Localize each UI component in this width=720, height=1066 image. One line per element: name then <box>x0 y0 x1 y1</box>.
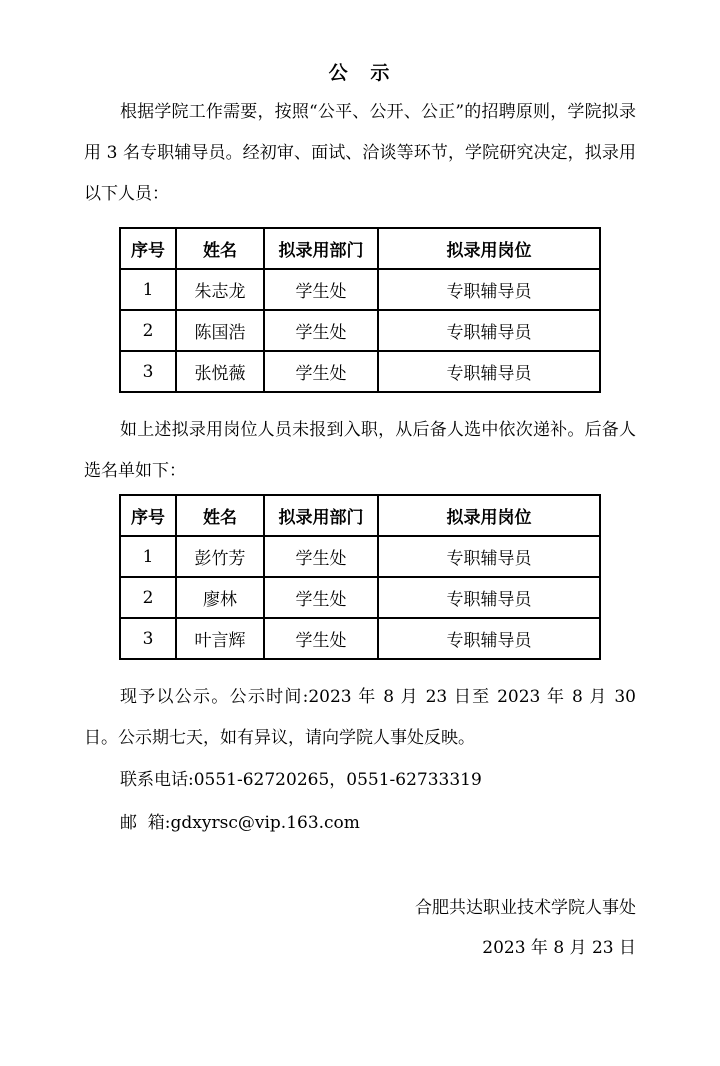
cell-post: 专职辅导员 <box>378 618 600 659</box>
table-row <box>120 269 600 310</box>
contact-phone: 联系电话:0551-62720265，0551-62733319 <box>120 770 482 790</box>
cell-dept: 学生处 <box>264 618 378 659</box>
notice-period-paragraph: 现予以公示。公示时间:2023 年 8 月 23 日至 2023 年 8 月 30 日。公示期七天，如有异议，请向学院人事处反映。 <box>84 687 636 748</box>
cell-no: 3 <box>120 351 176 392</box>
cell-name: 廖林 <box>176 577 264 618</box>
table-row <box>120 310 600 351</box>
table-row <box>120 618 600 659</box>
title-char-1: 公 <box>328 62 350 84</box>
header-no: 序号 <box>120 228 176 269</box>
cell-no: 2 <box>120 577 176 618</box>
table-row <box>120 351 600 392</box>
cell-post: 专职辅导员 <box>378 577 600 618</box>
header-post: 拟录用岗位 <box>378 228 600 269</box>
backup-intro-paragraph: 如上述拟录用岗位人员未报到入职，从后备人选中依次递补。后备人选名单如下： <box>84 420 636 481</box>
table-row <box>120 577 600 618</box>
signature-date: 2023 年 8 月 23 日 <box>482 938 636 958</box>
cell-no: 2 <box>120 310 176 351</box>
cell-no: 3 <box>120 618 176 659</box>
signature-org: 合肥共达职业技术学院人事处 <box>415 898 636 918</box>
header-name: 姓名 <box>176 495 264 536</box>
table-header-row <box>120 228 600 269</box>
cell-post: 专职辅导员 <box>378 536 600 577</box>
header-dept: 拟录用部门 <box>264 495 378 536</box>
cell-no: 1 <box>120 269 176 310</box>
page-title <box>0 58 720 85</box>
cell-name: 朱志龙 <box>176 269 264 310</box>
intro-paragraph: 根据学院工作需要，按照“公平、公开、公正”的招聘原则，学院拟录用 3 名专职辅导员。经初审、面试、洽谈等环节，学院研究决定，拟录用以下人员： <box>84 102 636 204</box>
cell-post: 专职辅导员 <box>378 310 600 351</box>
cell-name: 张悦薇 <box>176 351 264 392</box>
cell-dept: 学生处 <box>264 269 378 310</box>
contact-email: 邮 箱:gdxyrsc@vip.163.com <box>120 813 360 833</box>
cell-post: 专职辅导员 <box>378 351 600 392</box>
cell-dept: 学生处 <box>264 310 378 351</box>
table-header-row <box>120 495 600 536</box>
cell-name: 叶言辉 <box>176 618 264 659</box>
header-no: 序号 <box>120 495 176 536</box>
header-post: 拟录用岗位 <box>378 495 600 536</box>
cell-dept: 学生处 <box>264 536 378 577</box>
header-name: 姓名 <box>176 228 264 269</box>
title-char-2: 示 <box>370 62 392 84</box>
cell-dept: 学生处 <box>264 577 378 618</box>
cell-dept: 学生处 <box>264 351 378 392</box>
cell-name: 彭竹芳 <box>176 536 264 577</box>
hires-table <box>119 227 601 393</box>
cell-name: 陈国浩 <box>176 310 264 351</box>
cell-no: 1 <box>120 536 176 577</box>
header-dept: 拟录用部门 <box>264 228 378 269</box>
table-row <box>120 536 600 577</box>
cell-post: 专职辅导员 <box>378 269 600 310</box>
backups-table <box>119 494 601 660</box>
